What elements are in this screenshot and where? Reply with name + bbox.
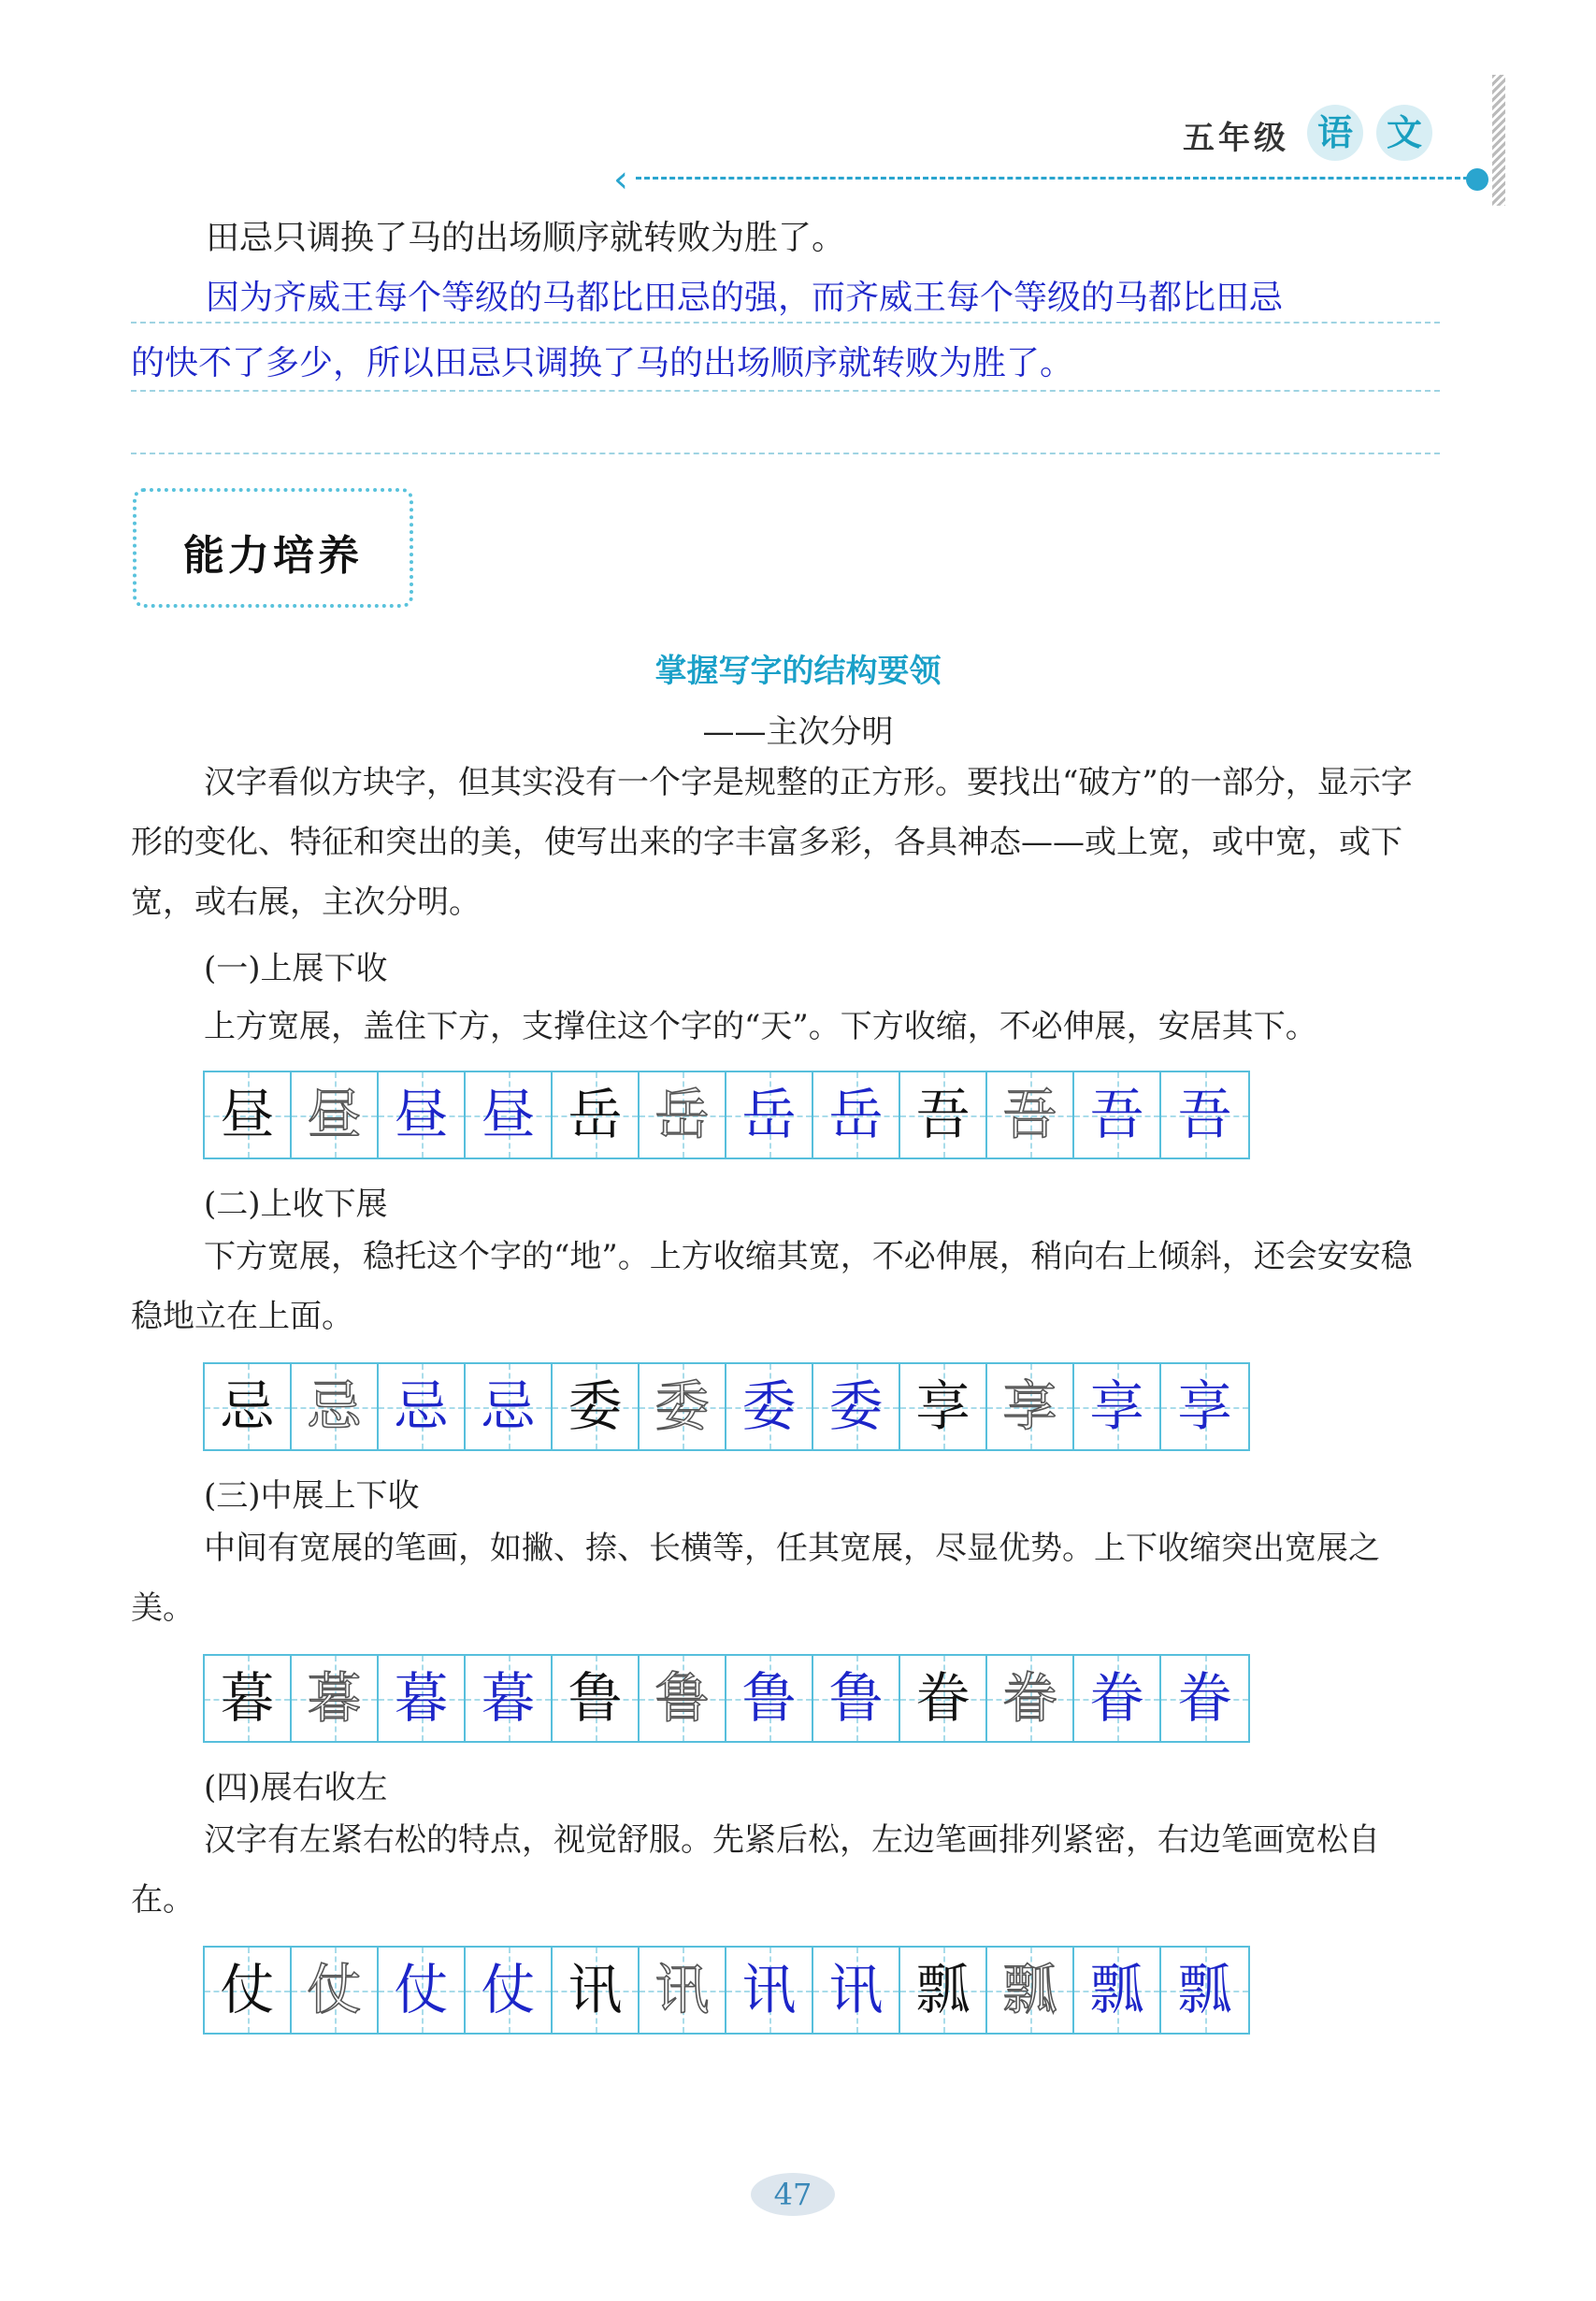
trace-character: 眷: [1002, 1666, 1057, 1730]
answer-rule: [131, 390, 1440, 392]
written-character: 吾: [1089, 1083, 1144, 1146]
model-character: 瓢: [915, 1958, 971, 2021]
written-character: 享: [1177, 1374, 1232, 1438]
written-character: 讯: [828, 1958, 884, 2021]
grid-cell[interactable]: [813, 1948, 900, 2033]
grid-cell[interactable]: [900, 1072, 987, 1158]
trace-character: 昼: [307, 1083, 362, 1146]
grid-cell[interactable]: [987, 1364, 1074, 1449]
model-character: 鲁: [568, 1666, 623, 1730]
header-dashed-line: [636, 177, 1477, 180]
part-label: (一)上展下收: [204, 950, 388, 987]
grid-cell[interactable]: [379, 1948, 466, 2033]
trace-character: 讯: [654, 1958, 710, 2021]
grid-cell[interactable]: [1074, 1364, 1161, 1449]
grid-cell[interactable]: [900, 1948, 987, 2033]
trace-character: 吾: [1002, 1083, 1057, 1146]
written-character: 瓢: [1089, 1958, 1144, 2021]
practice-grid[interactable]: [203, 1071, 1250, 1159]
written-character: 鲁: [828, 1666, 884, 1730]
grid-cell[interactable]: [813, 1364, 900, 1449]
model-character: 忌: [220, 1374, 275, 1438]
grid-cell[interactable]: [726, 1072, 813, 1158]
model-character: 昼: [220, 1083, 275, 1146]
written-character: 岳: [828, 1083, 884, 1146]
answer-line-2: 的快不了多少，所以田忌只调换了马的出场顺序就转败为胜了。: [131, 344, 1074, 382]
model-character: 讯: [568, 1958, 623, 2021]
grid-cell[interactable]: [379, 1656, 466, 1741]
grid-cell[interactable]: [1161, 1364, 1248, 1449]
grid-cell[interactable]: [466, 1948, 553, 2033]
written-character: 享: [1089, 1374, 1144, 1438]
grid-cell[interactable]: [987, 1948, 1074, 2033]
written-character: 昼: [481, 1083, 536, 1146]
grid-cell[interactable]: [379, 1364, 466, 1449]
written-character: 暮: [394, 1666, 449, 1730]
grid-cell[interactable]: [466, 1364, 553, 1449]
model-character: 享: [915, 1374, 971, 1438]
grid-cell[interactable]: [726, 1364, 813, 1449]
trace-character: 暮: [307, 1666, 362, 1730]
written-character: 讯: [741, 1958, 797, 2021]
written-character: 昼: [394, 1083, 449, 1146]
grid-cell[interactable]: [987, 1656, 1074, 1741]
grid-cell[interactable]: [292, 1656, 379, 1741]
intro-paragraph: 汉字看似方块字，但其实没有一个字是规整的正方形。要找出“破方”的一部分，显示字形的变化、特征和突出的美，使写出来的字丰富多彩，各具神态——或上宽，或中宽，或下宽，或右展，主次分明。: [131, 764, 1413, 921]
written-character: 岳: [741, 1083, 797, 1146]
grid-cell[interactable]: [640, 1364, 726, 1449]
grid-cell[interactable]: [292, 1948, 379, 2033]
grid-cell[interactable]: [1161, 1072, 1248, 1158]
lesson-heading: 掌握写字的结构要领: [654, 653, 942, 690]
subject-badge-2: 文: [1376, 105, 1432, 161]
trace-character: 岳: [654, 1083, 710, 1146]
grid-cell[interactable]: [1074, 1656, 1161, 1741]
side-stripe-decoration: [1492, 75, 1505, 206]
written-character: 鲁: [741, 1666, 797, 1730]
grid-cell[interactable]: [466, 1656, 553, 1741]
model-character: 仗: [220, 1958, 275, 2021]
question-text: 田忌只调换了马的出场顺序就转败为胜了。: [206, 219, 846, 257]
written-character: 仗: [481, 1958, 536, 2021]
grid-cell[interactable]: [379, 1072, 466, 1158]
written-character: 眷: [1089, 1666, 1144, 1730]
trace-character: 鲁: [654, 1666, 710, 1730]
answer-rule: [131, 453, 1440, 454]
header-dot-icon: [1466, 168, 1488, 191]
grid-cell[interactable]: [987, 1072, 1074, 1158]
grid-cell[interactable]: [553, 1364, 640, 1449]
written-character: 仗: [394, 1958, 449, 2021]
practice-grid[interactable]: [203, 1654, 1250, 1743]
answer-rule: [131, 322, 1440, 324]
written-character: 委: [828, 1374, 884, 1438]
written-character: 吾: [1177, 1083, 1232, 1146]
grid-cell[interactable]: [1161, 1656, 1248, 1741]
grid-cell[interactable]: [726, 1656, 813, 1741]
arrow-left-icon: ‹: [613, 158, 628, 201]
part-description: 下方宽展，稳托这个字的“地”。上方收缩其宽，不必伸展，稍向右上倾斜，还会安安稳稳地立在上面。: [131, 1238, 1413, 1335]
subject-badge-1: 语: [1307, 105, 1363, 161]
grade-label: 五年级: [1183, 120, 1289, 157]
written-character: 瓢: [1177, 1958, 1232, 2021]
grid-cell[interactable]: [205, 1364, 292, 1449]
page-number: 47: [751, 2173, 835, 2216]
grid-cell[interactable]: [205, 1072, 292, 1158]
model-character: 吾: [915, 1083, 971, 1146]
grid-cell[interactable]: [292, 1364, 379, 1449]
grid-cell[interactable]: [1161, 1948, 1248, 2033]
trace-character: 享: [1002, 1374, 1057, 1438]
practice-grid[interactable]: [203, 1946, 1250, 2035]
trace-character: 瓢: [1002, 1958, 1057, 2021]
lesson-subheading: ——主次分明: [702, 713, 894, 751]
section-title: 能力培养: [183, 532, 363, 580]
model-character: 暮: [220, 1666, 275, 1730]
trace-character: 委: [654, 1374, 710, 1438]
grid-cell[interactable]: [466, 1072, 553, 1158]
grid-cell[interactable]: [726, 1948, 813, 2033]
written-character: 忌: [481, 1374, 536, 1438]
grid-cell[interactable]: [1074, 1072, 1161, 1158]
practice-grid[interactable]: [203, 1362, 1250, 1451]
answer-line-1: 因为齐威王每个等级的马都比田忌的强，而齐威王每个等级的马都比田忌: [206, 279, 1284, 317]
grid-cell[interactable]: [553, 1948, 640, 2033]
grid-cell[interactable]: [205, 1948, 292, 2033]
trace-character: 仗: [307, 1958, 362, 2021]
written-character: 暮: [481, 1666, 536, 1730]
grid-cell[interactable]: [553, 1072, 640, 1158]
written-character: 忌: [394, 1374, 449, 1438]
part-description: 上方宽展，盖住下方，支撑住这个字的“天”。下方收缩，不必伸展，安居其下。: [204, 1008, 1317, 1045]
part-description: 中间有宽展的笔画，如撇、捺、长横等，任其宽展，尽显优势。上下收缩突出宽展之美。: [131, 1530, 1380, 1627]
grid-cell[interactable]: [292, 1072, 379, 1158]
grid-cell[interactable]: [1074, 1948, 1161, 2033]
written-character: 委: [741, 1374, 797, 1438]
part-label: (三)中展上下收: [204, 1477, 420, 1515]
part-label: (四)展右收左: [204, 1769, 388, 1806]
part-description: 汉字有左紧右松的特点，视觉舒服。先紧后松，左边笔画排列紧密，右边笔画宽松自在。: [131, 1821, 1380, 1919]
grid-cell[interactable]: [640, 1948, 726, 2033]
written-character: 眷: [1177, 1666, 1232, 1730]
grid-cell[interactable]: [813, 1072, 900, 1158]
grid-cell[interactable]: [640, 1656, 726, 1741]
part-label: (二)上收下展: [204, 1186, 388, 1223]
grid-cell[interactable]: [205, 1656, 292, 1741]
grid-cell[interactable]: [900, 1656, 987, 1741]
grid-cell[interactable]: [553, 1656, 640, 1741]
trace-character: 忌: [307, 1374, 362, 1438]
grid-cell[interactable]: [640, 1072, 726, 1158]
model-character: 眷: [915, 1666, 971, 1730]
model-character: 岳: [568, 1083, 623, 1146]
grid-cell[interactable]: [900, 1364, 987, 1449]
grid-cell[interactable]: [813, 1656, 900, 1741]
model-character: 委: [568, 1374, 623, 1438]
